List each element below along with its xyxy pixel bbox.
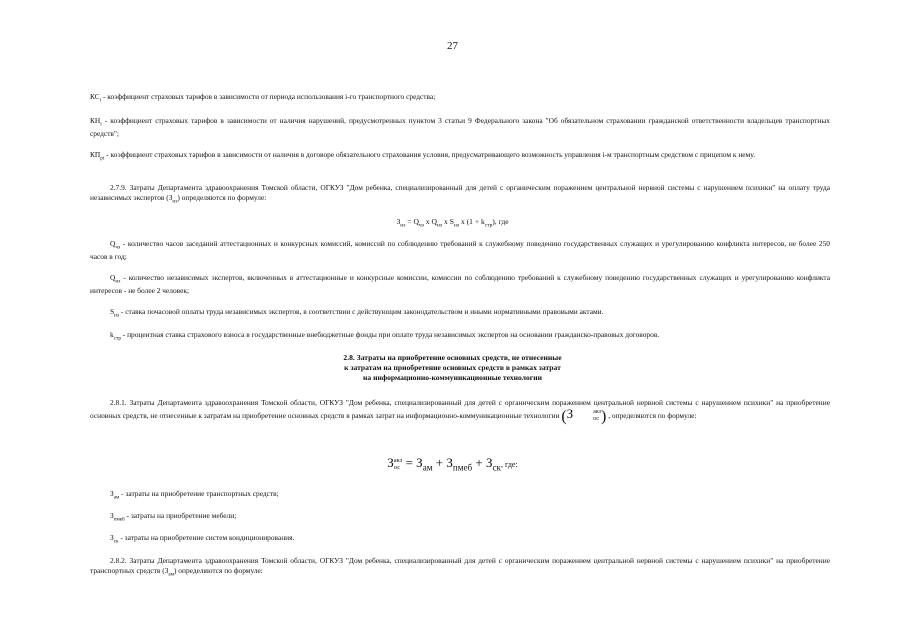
heading-line: к затратам на приобретение основных средств в рамках затрат <box>344 363 561 372</box>
paragraph-q-experts <box>90 273 830 296</box>
symbol-subscript: пмеб <box>113 516 125 523</box>
paragraph-text: , определяются по формуле: <box>608 411 697 420</box>
formula-subscript: стр <box>484 222 493 229</box>
paragraph-text: - количество часов заседаний аттестационных и конкурсных комиссий, комиссий по соблюдению требований к служебному поведению государственных служащих и урегулированию конфликта интересов, не более 250 часов в год; <box>90 239 830 262</box>
symbol-subscript: i <box>99 97 102 104</box>
formula-term: З <box>485 455 493 470</box>
section-heading-2-8 <box>0 353 905 383</box>
formula-term: З <box>396 217 401 226</box>
paragraph-text: - затраты на приобретение систем кондиционирования. <box>118 533 295 542</box>
formula-subscript: нэ <box>453 222 460 229</box>
paragraph-z-pmeb <box>90 511 830 524</box>
formula-operator: x <box>423 217 432 226</box>
paragraph-text: - коэффициент страховых тарифов в зависимости от наличия в договоре обязательного страхования условия, предусматривающего возможность управления i-м транспортным средством с прицепом к нему. <box>104 150 756 159</box>
paragraph-ks <box>90 92 830 105</box>
formula-subscript: пмеб <box>452 462 473 473</box>
formula-subscript: ск <box>492 462 501 473</box>
symbol: Q <box>110 239 116 248</box>
formula-subscript: нэ <box>400 222 406 229</box>
formula-subscript: нэ <box>436 222 443 229</box>
formula-fixed-assets <box>0 455 905 473</box>
symbol-subscript: ск <box>113 538 119 545</box>
formula-superscript: акз <box>593 409 602 416</box>
paragraph-s-rate <box>90 307 830 320</box>
paragraph-z-sk <box>90 533 830 546</box>
paragraph-text: - ставка почасовой оплаты труда независимых экспертов, в соответствии с действующим законодательством и иными нормативными правовыми актами. <box>119 307 604 316</box>
paragraph-kn <box>90 116 830 139</box>
formula-subscript: чэ <box>418 222 424 229</box>
paragraph-kpr <box>90 150 830 163</box>
paragraph-text: - коэффициент страховых тарифов в зависимости от наличия нарушений, предусмотренных пунктом 3 статьи 9 Федерального закона "Об обязательном страховании гражданской ответственности владельцев транспортных средств"; <box>90 116 830 139</box>
symbol-subscript: стр <box>113 335 121 342</box>
symbol: З <box>110 533 114 542</box>
formula-operator: = <box>402 455 417 470</box>
symbol-subscript: чэ <box>115 244 121 251</box>
paragraph-text: 2.8.2. Затраты Департамента здравоохранения Томской области, ОГКУЗ "Дом ребенка, специализированный для детей с органическим поражением центральной нервной системы с нарушением психики" на приобретение транспортных средств (З <box>90 556 830 575</box>
paragraph-z-am <box>90 489 830 502</box>
formula-subscript: ам <box>422 462 433 473</box>
formula-operator: + <box>472 455 486 470</box>
formula-term: З <box>416 455 423 470</box>
formula-subscript: ос <box>593 416 599 423</box>
paragraph-text: - затраты на приобретение мебели; <box>124 511 237 520</box>
symbol: З <box>110 489 114 498</box>
symbol: k <box>110 330 114 339</box>
paragraph-text: ) определяются по формуле: <box>177 193 267 202</box>
paragraph-q-hours <box>90 239 830 262</box>
paragraph-text: - затраты на приобретение транспортных средств; <box>119 489 279 498</box>
paragraph-2-8-2 <box>90 556 830 579</box>
symbol: КП <box>90 150 101 159</box>
paragraph-text: - процентная ставка страхового взноса в государственные внебюджетные фонды при оплате труда независимых экспертов на основании гражданско-правовых договоров. <box>120 330 660 339</box>
formula-subscript: ос <box>393 464 401 472</box>
formula-term: Q <box>431 217 437 226</box>
formula-superscript: акз <box>393 457 403 465</box>
formula-operator: , где: <box>500 460 518 469</box>
paragraph-text: - количество независимых экспертов, включенных в аттестационные и конкурсные комиссии, комиссии по соблюдению требований к служебному поведению государственных служащих и урегулированию конфликта интересов - не более 2 человек; <box>90 273 830 296</box>
symbol: Q <box>110 273 116 282</box>
heading-line: 2.8. Затраты на приобретение основных средств, не отнесенные <box>343 353 562 362</box>
page-number: 27 <box>447 40 458 52</box>
paragraph-k-insurance <box>90 330 830 343</box>
formula-independent-experts <box>0 217 905 229</box>
formula-operator: + <box>432 455 447 470</box>
formula-term: Q <box>413 217 419 226</box>
formula-term: З <box>566 406 574 421</box>
inline-formula-symbol: (З акз ос ) <box>561 406 607 425</box>
symbol-subscript: нэ <box>114 312 120 319</box>
symbol-subscript: нэ <box>172 198 178 205</box>
paragraph-2-8-1 <box>90 397 830 423</box>
symbol-subscript: ам <box>168 571 174 578</box>
formula-operator: x <box>442 217 450 226</box>
paragraph-text: 2.7.9. Затраты Департамента здравоохранения Томской области, ОГКУЗ "Дом ребенка, специализированный для детей с органическим поражением центральной нервной системы с нарушением психики" на оплату труда независимых экспертов (З <box>90 183 830 202</box>
formula-operator: ), где <box>492 217 509 226</box>
formula-term: S <box>449 217 454 226</box>
symbol-subscript: ам <box>113 494 120 501</box>
symbol-subscript: pi <box>100 155 105 162</box>
formula-term: З <box>446 455 453 470</box>
symbol: КС <box>90 92 100 101</box>
symbol-subscript: нэ <box>115 278 121 285</box>
symbol: КН <box>90 116 101 125</box>
paragraph-2-7-9 <box>90 183 830 206</box>
formula-term: З <box>387 455 394 470</box>
formula-operator: x (1 + k <box>459 217 485 226</box>
paragraph-text: - коэффициент страховых тарифов в зависимости от периода использования i-го транспортного средства; <box>101 92 436 101</box>
paragraph-text: ) определяются по формуле: <box>173 566 263 575</box>
heading-line: на информационно-коммуникационные технологии <box>363 373 542 382</box>
symbol: S <box>110 307 115 316</box>
symbol: З <box>110 511 114 520</box>
formula-operator: = <box>405 217 414 226</box>
symbol-subscript: i <box>100 121 102 128</box>
paragraph-text: 2.8.1. Затраты Департамента здравоохранения Томской области, ОГКУЗ "Дом ребенка, специализированный для детей с органическим поражением центральной нервной системы с нарушением психики" на приобретение основных средств, не отнесенные к затратам на приобретение основных средств в рамках затрат на информационно-коммуникационные технологии <box>90 398 830 420</box>
